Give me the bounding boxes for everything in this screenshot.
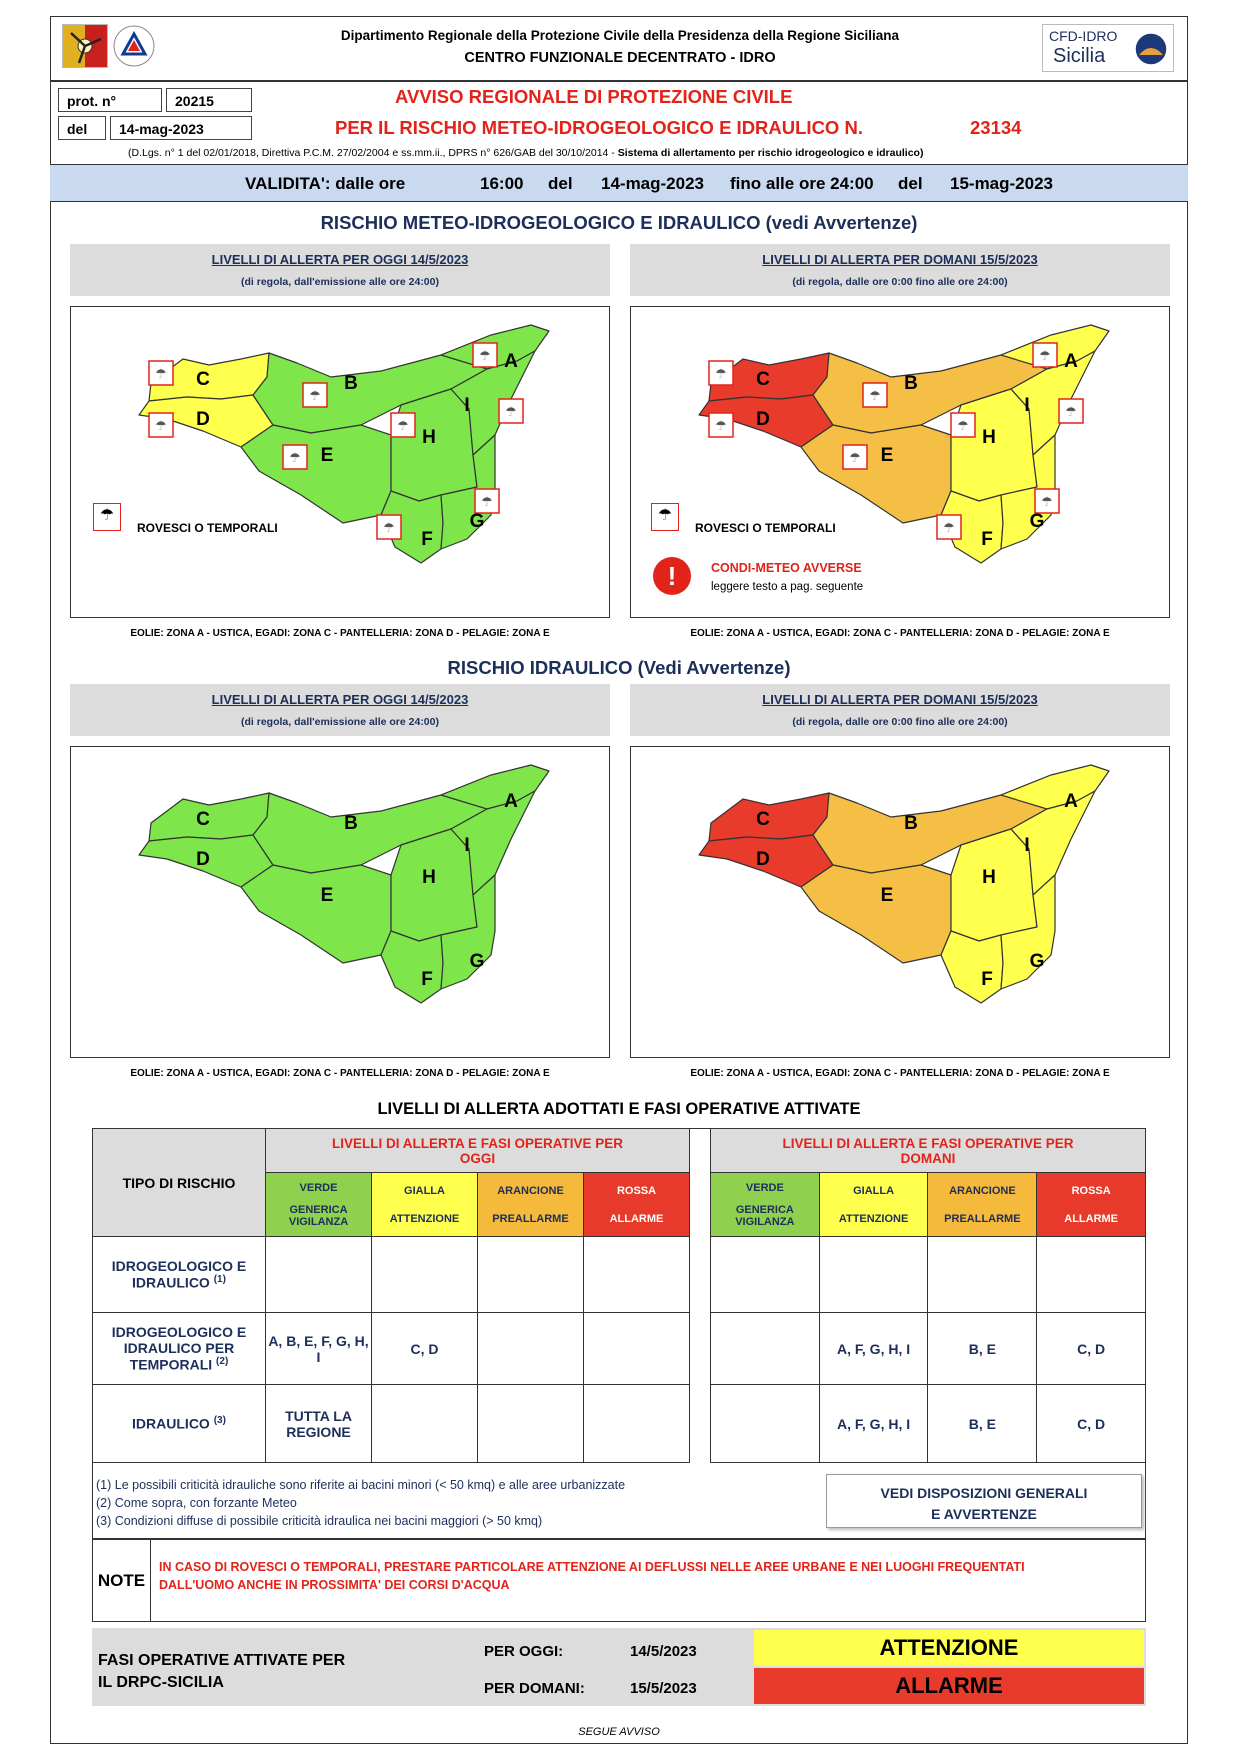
row-sup: (3) — [213, 1415, 226, 1427]
storm-icon-glyph: ☂ — [1065, 404, 1077, 419]
zone-e — [801, 865, 951, 963]
today-levels-header-text: LIVELLI DI ALLERTA E FASI OPERATIVE PER OGGI — [331, 1135, 624, 1166]
cell — [819, 1237, 928, 1313]
validity-del2: del — [898, 174, 923, 193]
zone-f — [941, 931, 1003, 1003]
zone-label-d: D — [196, 849, 210, 870]
cell — [478, 1313, 584, 1385]
storm-icon-glyph: ☂ — [155, 418, 167, 433]
level-phase: ALLARME — [1064, 1212, 1119, 1225]
cell — [928, 1237, 1037, 1313]
legend-storm-icon: ☂ — [651, 503, 679, 531]
zone-label-c: C — [756, 809, 770, 830]
panel-tomorrow-title-1: LIVELLI DI ALLERTA PER DOMANI 15/5/2023 — [762, 252, 1038, 267]
panel-today-sub-2: (di regola, dall'emissione alle ore 24:00) — [241, 716, 439, 728]
zone-label-f: F — [981, 969, 993, 990]
level-arancione-today — [478, 1173, 584, 1237]
zone-label-h: H — [982, 427, 996, 448]
zone-e — [241, 865, 391, 963]
row-label — [93, 1313, 266, 1385]
section1-title: RISCHIO METEO-IDROGEOLOGICO E IDRAULICO (vedi Avvertenze) — [320, 212, 918, 233]
segue-avviso: SEGUE AVVISO — [578, 1726, 660, 1738]
tomorrow-levels-header-text: LIVELLI DI ALLERTA E FASI OPERATIVE PER DOMANI — [782, 1135, 1074, 1166]
zone-label-i: I — [1024, 835, 1030, 856]
islands-note-3: EOLIE: ZONA A - USTICA, EGADI: ZONA C - PANTELLERIA: ZONA D - PELAGIE: ZONA E — [130, 1068, 550, 1079]
zone-label-a: A — [1064, 791, 1078, 812]
storm-icon-glyph: ☂ — [309, 388, 321, 403]
panel-today-header-1 — [70, 244, 610, 296]
level-gialla-tomorrow — [819, 1173, 928, 1237]
cell — [584, 1385, 690, 1463]
header-rule — [50, 80, 1188, 82]
map-today-idraulico — [70, 746, 610, 1058]
zone-label-b: B — [904, 373, 918, 394]
storm-icon-glyph: ☂ — [505, 404, 517, 419]
globe-icon — [1133, 31, 1169, 67]
panel-tomorrow-sub-2: (di regola, dalle ore 0:00 fino alle ore 24:00) — [792, 716, 1008, 728]
phases-label: FASI OPERATIVE ATTIVATE PER IL DRPC-SICILIA — [98, 1652, 346, 1691]
validity-del1: del — [548, 174, 573, 193]
cell — [711, 1313, 820, 1385]
zone-label-c: C — [196, 809, 210, 830]
panel-tomorrow-sub-1: (di regola, dalle ore 0:00 fino alle ore 24:00) — [792, 276, 1008, 288]
cell: C, D — [1037, 1313, 1146, 1385]
vedi-disposizioni-button[interactable]: VEDI DISPOSIZIONI GENERALI E AVVERTENZE — [826, 1474, 1142, 1528]
level-arancione-tomorrow — [928, 1173, 1037, 1237]
cell: A, F, G, H, I — [819, 1385, 928, 1463]
zone-label-h: H — [422, 867, 436, 888]
title-line1: AVVISO REGIONALE DI PROTEZIONE CIVILE — [395, 86, 793, 107]
levels-table-tomorrow — [710, 1128, 1146, 1463]
sicily-map — [139, 765, 549, 1003]
level-phase: ALLARME — [609, 1212, 664, 1225]
validity-until: fino alle ore 24:00 — [730, 174, 874, 193]
tipo-rischio-header — [93, 1129, 266, 1237]
zone-label-g: G — [469, 511, 485, 532]
phases-tomorrow-date: 15/5/2023 — [630, 1680, 697, 1697]
phases-tomorrow-label: PER DOMANI: — [484, 1680, 585, 1697]
footnote-1: (1) Le possibili criticità idrauliche sono riferite ai bacini minori (< 50 kmq) e alle aree urbanizzate — [96, 1478, 626, 1492]
row-label-text: IDROGEOLOGICO E IDRAULICO — [111, 1258, 247, 1291]
table-row — [711, 1313, 1146, 1385]
zone-label-h: H — [982, 867, 996, 888]
zone-label-a: A — [504, 351, 518, 372]
cell — [711, 1385, 820, 1463]
level-phase: GENERICA VIGILANZA — [288, 1203, 349, 1228]
cell — [478, 1385, 584, 1463]
cell: B, E — [928, 1385, 1037, 1463]
cell — [266, 1237, 372, 1313]
section2-title: RISCHIO IDRAULICO (Vedi Avvertenze) — [447, 657, 791, 678]
islands-note-1: EOLIE: ZONA A - USTICA, EGADI: ZONA C - PANTELLERIA: ZONA D - PELAGIE: ZONA E — [130, 628, 550, 639]
level-name: VERDE — [299, 1181, 338, 1194]
legal-ref — [128, 147, 923, 159]
table-row — [93, 1385, 690, 1463]
row-label-text: IDROGEOLOGICO E IDRAULICO PER TEMPORALI — [111, 1324, 247, 1373]
legend-storms-label: ROVESCI O TEMPORALI — [137, 521, 278, 535]
tomorrow-levels-header — [711, 1129, 1146, 1173]
note-box — [92, 1538, 1146, 1622]
panel-tomorrow-header-2 — [630, 684, 1170, 736]
cell — [584, 1313, 690, 1385]
level-verde-tomorrow — [711, 1173, 820, 1237]
validity-label: VALIDITA': dalle ore — [245, 174, 406, 193]
row-label — [93, 1385, 266, 1463]
phases-today-date: 14/5/2023 — [630, 1643, 697, 1660]
prot-label: prot. n° — [58, 88, 162, 112]
zone-label-d: D — [756, 409, 770, 430]
cell: C, D — [372, 1313, 478, 1385]
level-name: VERDE — [745, 1181, 784, 1194]
phases-today-phase: ATTENZIONE — [754, 1630, 1144, 1666]
row-label — [93, 1237, 266, 1313]
legal-ref-plain: (D.Lgs. n° 1 del 02/01/2018, Direttiva P.C.M. 27/02/2004 e ss.mm.ii., DPRS n° 626/GAB del 30/10/2014 - — [128, 147, 618, 159]
islands-note-4: EOLIE: ZONA A - USTICA, EGADI: ZONA C - PANTELLERIA: ZONA D - PELAGIE: ZONA E — [690, 1068, 1110, 1079]
storm-icon-glyph: ☂ — [1041, 494, 1053, 509]
del-value: 14-mag-2023 — [110, 116, 252, 140]
cell — [372, 1385, 478, 1463]
storm-icon-glyph: ☂ — [715, 366, 727, 381]
centre-name: CENTRO FUNZIONALE DECENTRATO - IDRO — [464, 50, 776, 66]
storm-icon-glyph: ☂ — [957, 418, 969, 433]
del-label: del — [58, 116, 106, 140]
level-name: ROSSA — [1071, 1184, 1111, 1197]
sicily-map — [699, 765, 1109, 1003]
zone-label-c: C — [196, 369, 210, 390]
zone-label-d: D — [756, 849, 770, 870]
row-sup: (1) — [213, 1274, 226, 1286]
cell — [584, 1237, 690, 1313]
storm-icon-glyph: ☂ — [155, 366, 167, 381]
warning-icon: ! — [653, 557, 691, 595]
cell: A, B, E, F, G, H, I — [266, 1313, 372, 1385]
zone-label-c: C — [756, 369, 770, 390]
level-verde-today — [266, 1173, 372, 1237]
level-phase: ATTENZIONE — [389, 1212, 460, 1225]
storm-icon-glyph: ☂ — [1039, 348, 1051, 363]
legend-storm-icon: ☂ — [93, 503, 121, 531]
today-levels-header — [266, 1129, 690, 1173]
storm-icon-glyph: ☂ — [481, 494, 493, 509]
storm-icon-glyph: ☂ — [869, 388, 881, 403]
panel-today-header-2 — [70, 684, 610, 736]
legend-storms-label: ROVESCI O TEMPORALI — [695, 521, 836, 535]
storm-icon-glyph: ☂ — [383, 520, 395, 535]
level-name: GIALLA — [404, 1184, 445, 1197]
zone-label-e: E — [320, 885, 334, 906]
storm-icon-glyph: ☂ — [397, 418, 409, 433]
zone-label-a: A — [1064, 351, 1078, 372]
footnote-2: (2) Come sopra, con forzante Meteo — [96, 1496, 297, 1510]
level-name: GIALLA — [853, 1184, 895, 1197]
table-heading: LIVELLI DI ALLERTA ADOTTATI E FASI OPERATIVE ATTIVATE — [377, 1100, 861, 1118]
cfd-idro-logo-top: CFD-IDRO — [1049, 28, 1118, 44]
sicily-map-svg — [71, 307, 609, 617]
zone-label-i: I — [464, 395, 470, 416]
cell: B, E — [928, 1313, 1037, 1385]
zone-label-e: E — [880, 445, 894, 466]
zone-label-h: H — [422, 427, 436, 448]
sicily-map-svg — [631, 747, 1169, 1057]
cell — [372, 1237, 478, 1313]
cell: A, F, G, H, I — [819, 1313, 928, 1385]
cell: C, D — [1037, 1385, 1146, 1463]
zone-label-g: G — [469, 951, 485, 972]
zone-label-b: B — [904, 813, 918, 834]
prot-value: 20215 — [166, 88, 252, 112]
map-tomorrow-meteo — [630, 306, 1170, 618]
zone-label-e: E — [880, 885, 894, 906]
validity-from-time: 16:00 — [480, 174, 524, 193]
zone-label-f: F — [981, 529, 993, 550]
validity-bar — [50, 164, 1188, 202]
phases-tomorrow-phase: ALLARME — [754, 1668, 1144, 1704]
level-rossa-tomorrow — [1037, 1173, 1146, 1237]
map-tomorrow-idraulico — [630, 746, 1170, 1058]
level-phase: GENERICA VIGILANZA — [735, 1203, 795, 1228]
storm-icon-glyph: ☂ — [289, 450, 301, 465]
cfd-idro-logo-bottom: Sicilia — [1053, 45, 1106, 67]
table-row — [93, 1313, 690, 1385]
note-label: NOTE — [93, 1540, 151, 1622]
sicily-region-logo — [62, 24, 108, 68]
levels-table-today — [92, 1128, 690, 1463]
adverse-sub: leggere testo a pag. seguente — [711, 581, 864, 593]
level-phase: PREALLARME — [492, 1212, 569, 1225]
zone-f — [381, 931, 443, 1003]
storm-icon-glyph: ☂ — [479, 348, 491, 363]
storm-icon-glyph: ☂ — [715, 418, 727, 433]
zone-e — [241, 425, 391, 523]
tipo-rischio-label: TIPO DI RISCHIO — [122, 1174, 236, 1191]
zone-label-g: G — [1029, 951, 1045, 972]
level-phase: ATTENZIONE — [838, 1212, 909, 1225]
level-rossa-today — [584, 1173, 690, 1237]
table-row — [711, 1237, 1146, 1313]
zone-label-e: E — [320, 445, 334, 466]
validity-to-date: 15-mag-2023 — [950, 174, 1054, 193]
zone-label-i: I — [1024, 395, 1030, 416]
panel-tomorrow-title-2: LIVELLI DI ALLERTA PER DOMANI 15/5/2023 — [762, 692, 1038, 707]
zone-label-f: F — [421, 969, 433, 990]
zone-label-f: F — [421, 529, 433, 550]
cell — [711, 1237, 820, 1313]
panel-today-title-1: LIVELLI DI ALLERTA PER OGGI 14/5/2023 — [211, 252, 469, 267]
level-name: ROSSA — [616, 1184, 657, 1197]
zone-label-g: G — [1029, 511, 1045, 532]
level-name: ARANCIONE — [497, 1184, 564, 1197]
zone-label-b: B — [344, 373, 358, 394]
dept-name: Dipartimento Regionale della Protezione Civile della Presidenza della Regione Siciliana — [340, 28, 900, 43]
row-label-text: IDRAULICO — [132, 1415, 210, 1432]
note-text: IN CASO DI ROVESCI O TEMPORALI, PRESTARE PARTICOLARE ATTENZIONE AI DEFLUSSI NELLE AREE URBANE E NEI LUOGHI FREQUENTATI DALL'UOMO ANCHE IN PROSSIMITA' DEI CORSI D'ACQUA — [159, 1560, 1025, 1592]
map-today-meteo — [70, 306, 610, 618]
panel-today-sub-1: (di regola, dall'emissione alle ore 24:00) — [241, 276, 439, 288]
level-gialla-today — [372, 1173, 478, 1237]
zone-e — [801, 425, 951, 523]
storm-icon-glyph: ☂ — [849, 450, 861, 465]
level-phase: PREALLARME — [944, 1212, 1021, 1225]
islands-note-2: EOLIE: ZONA A - USTICA, EGADI: ZONA C - PANTELLERIA: ZONA D - PELAGIE: ZONA E — [690, 628, 1110, 639]
zone-label-a: A — [504, 791, 518, 812]
protezione-civile-logo — [112, 24, 156, 68]
sicily-map-svg — [71, 747, 609, 1057]
panel-tomorrow-header-1 — [630, 244, 1170, 296]
title-line2: PER IL RISCHIO METEO-IDROGEOLOGICO E IDRAULICO N. — [335, 117, 863, 138]
legal-ref-bold: Sistema di allertamento per rischio idrogeologico e idraulico) — [617, 147, 924, 159]
adverse-title: CONDI-METEO AVVERSE — [711, 561, 862, 575]
storm-icon-glyph: ☂ — [943, 520, 955, 535]
validity-from-date: 14-mag-2023 — [601, 174, 705, 193]
cell: TUTTA LA REGIONE — [266, 1385, 372, 1463]
level-name: ARANCIONE — [949, 1184, 1016, 1197]
table-row — [711, 1385, 1146, 1463]
avviso-number: 23134 — [970, 117, 1022, 138]
zone-label-b: B — [344, 813, 358, 834]
footnote-3: (3) Condizioni diffuse di possibile criticità idraulica nei bacini maggiori (> 50 kmq) — [96, 1514, 543, 1528]
row-sup: (2) — [216, 1356, 229, 1368]
panel-today-title-2: LIVELLI DI ALLERTA PER OGGI 14/5/2023 — [211, 692, 469, 707]
cell — [478, 1237, 584, 1313]
cell — [1037, 1237, 1146, 1313]
phases-today-label: PER OGGI: — [484, 1643, 564, 1660]
table-row — [93, 1237, 690, 1313]
cfd-idro-logo — [1042, 24, 1174, 72]
zone-label-i: I — [464, 835, 470, 856]
zone-label-d: D — [196, 409, 210, 430]
